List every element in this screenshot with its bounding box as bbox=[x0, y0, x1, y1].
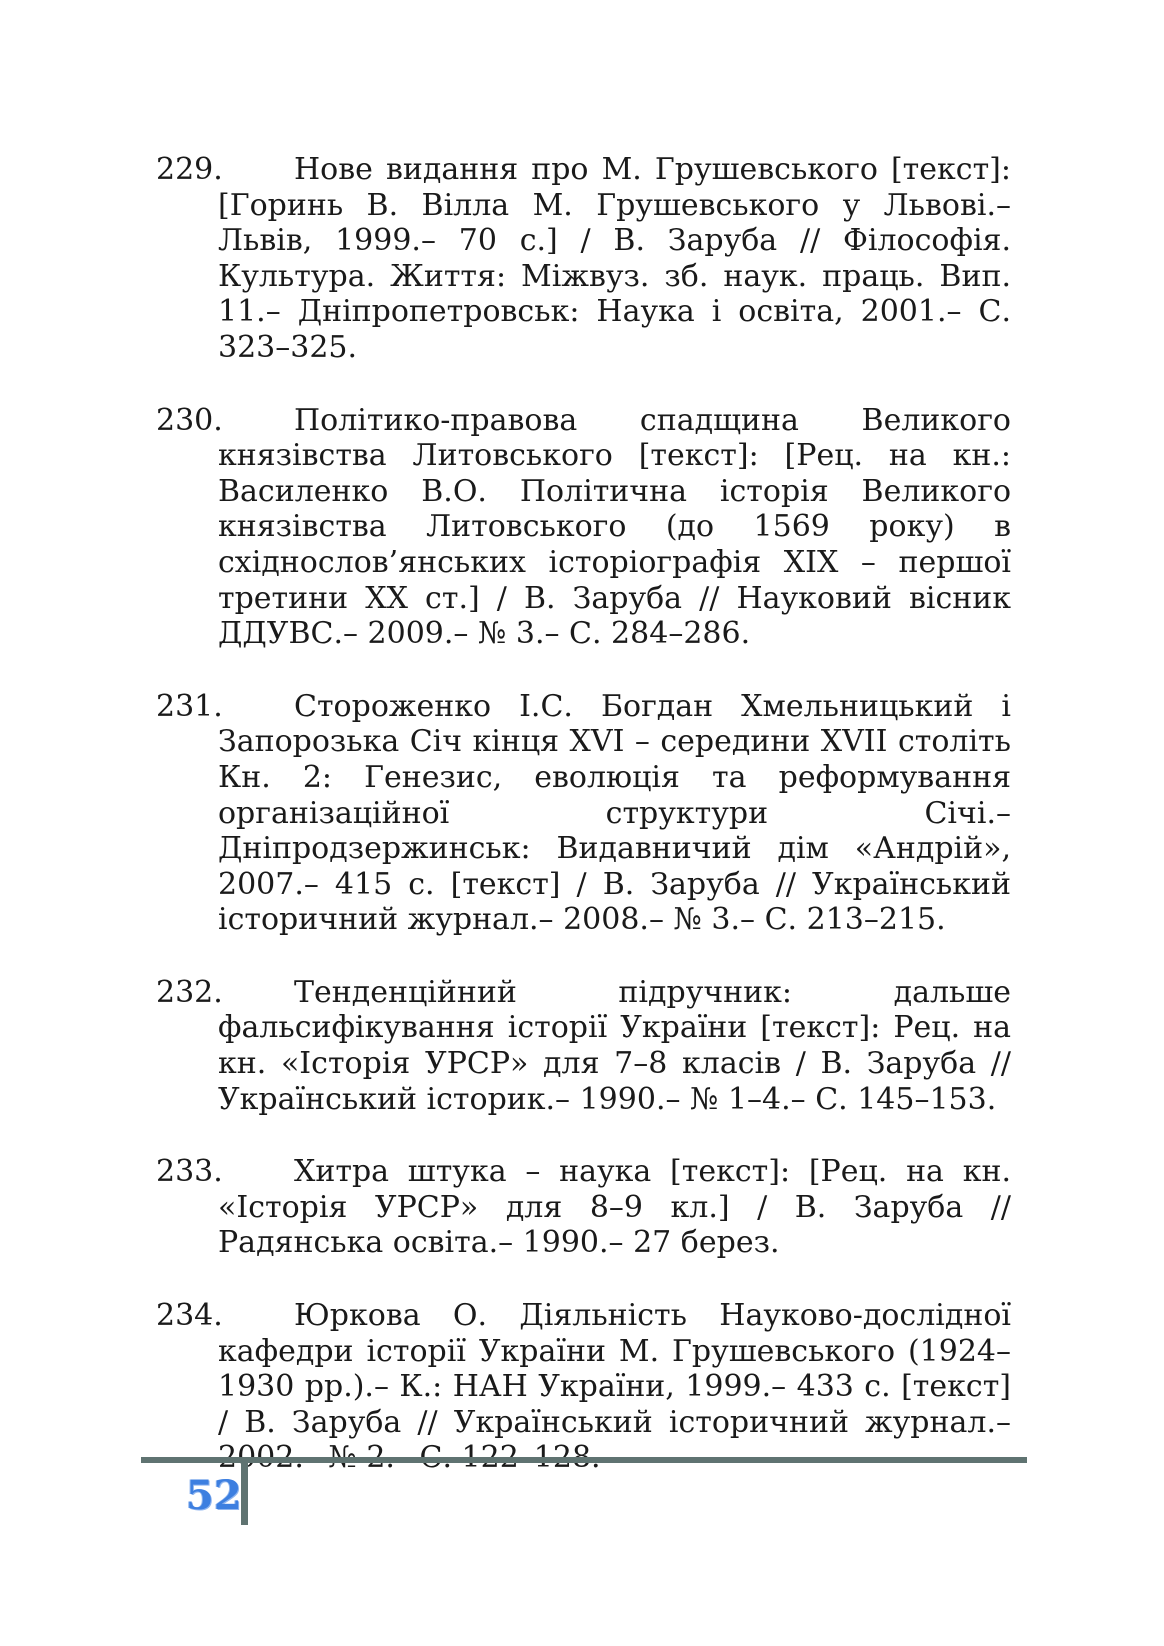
entry-number: 229. bbox=[156, 152, 223, 187]
page-number: 52 bbox=[186, 1472, 242, 1519]
bibliography-list bbox=[156, 152, 1011, 1513]
bibliography-entry bbox=[156, 689, 1011, 938]
footer-rule bbox=[141, 1457, 1027, 1463]
bibliography-entry bbox=[156, 975, 1011, 1117]
entry-number: 231. bbox=[156, 688, 223, 724]
entry-text: Політико-правова спадщина Великого князівства Литовського [текст]: [Рец. на кн.: Василенко В.О. Політична історія Великого князівства Литовського (до 1569 року) в східнослов’янських історіографія XIX – першої третини XX ст.] / В. Заруба // Науковий вісник ДДУВС.– 2009.– № 3.– С. 284–286. bbox=[218, 402, 1011, 652]
entry-number: 230. bbox=[156, 402, 223, 438]
entry-text: Юркова О. Діяльність Науково-дослідної кафедри історії України М. Грушевського (1924–1930 рр.).– К.: НАН України, 1999.– 433 с. [текст] / В. Заруба // Український історичний журнал.– bbox=[218, 1298, 1011, 1440]
entry-number: 232. bbox=[156, 974, 223, 1010]
entry-text: Нове видання про М. Грушевського [текст]: [Горинь В. Вілла М. Грушевського у Львові.– Львів, 1999.– 70 с.] / В. Заруба // Філософія. Культура. Життя: Міжвуз. зб. наук. праць. Вип. 11.– Дніпропетровськ: Наука і освіта, 2001.– С. 323–325. bbox=[218, 152, 1011, 365]
bibliography-entry bbox=[156, 403, 1011, 652]
footer-divider bbox=[241, 1457, 248, 1525]
bibliography-entry bbox=[156, 152, 1011, 366]
bibliography-entry bbox=[156, 1154, 1011, 1261]
entry-text: Хитра штука – наука [текст]: [Рец. на кн. «Історія УРСР» для 8–9 кл.] / В. Заруба // Радянська освіта.– 1990.– 27 берез. bbox=[218, 1154, 1011, 1261]
entry-text: Тенденційний підручник: дальше фальсифікування історії України [текст]: Рец. на кн. «Історія УРСР» для 7–8 класів / В. Заруба // Український історик.– 1990.– № 1–4.– С. 145–153. bbox=[218, 974, 1011, 1117]
bibliography-entry bbox=[156, 1298, 1011, 1476]
entry-number: 234. bbox=[156, 1298, 223, 1334]
entry-number: 233. bbox=[156, 1154, 223, 1190]
entry-text: Стороженко І.С. Богдан Хмельницький і Запорозька Січ кінця XVI – середини XVII століть Кн. 2: Генезис, еволюція та реформування організаційної структури Січі.– Дніпродзержинськ: Видавничий дім «Андрій», 2007.– 415 с. [текст] / В. Заруба // Український історичний журнал.– 2008.– № 3.– С. 213–215. bbox=[218, 688, 1011, 938]
